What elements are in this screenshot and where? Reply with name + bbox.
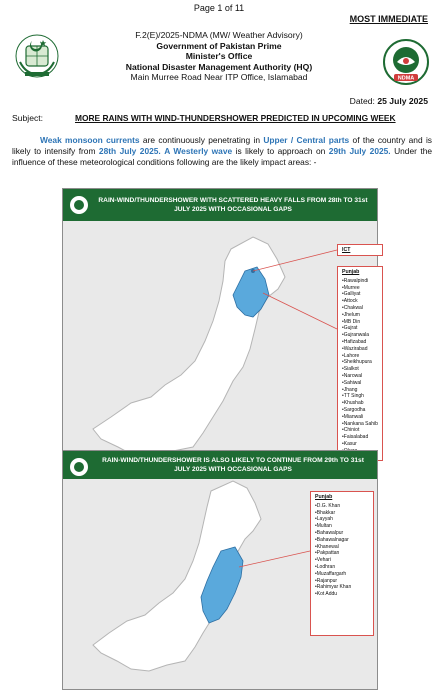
district-item: • Vehari bbox=[315, 557, 369, 564]
district-item: • Sialkot bbox=[342, 366, 378, 373]
district-item: • Muzaffargarh bbox=[315, 571, 369, 578]
pakistan-map-1 bbox=[63, 189, 379, 469]
district-item: • Rawalpindi bbox=[342, 278, 378, 285]
ndma-logo-text: NDMA bbox=[397, 75, 415, 82]
body-text: are continuously penetrating in bbox=[139, 135, 264, 145]
map2-banner bbox=[63, 451, 377, 479]
body-paragraph bbox=[12, 135, 432, 169]
map2-title: RAIN-WIND/THUNDERSHOWER IS ALSO LIKELY TO CONTINUE FROM 29th TO 31st JULY 2025 WITH OCCASIONAL GAPS bbox=[102, 457, 364, 473]
district-item: • MB Din bbox=[342, 319, 378, 326]
district-item: • Multan bbox=[315, 523, 369, 530]
punjab-callout-1 bbox=[337, 266, 383, 461]
district-item: • Sargodha bbox=[342, 407, 378, 414]
ndma-logo-icon bbox=[68, 194, 90, 216]
ndma-logo-icon bbox=[68, 456, 90, 478]
district-item: • Khanewal bbox=[315, 544, 369, 551]
district-list-2 bbox=[315, 503, 369, 598]
district-item: • Rahimyar Khan bbox=[315, 584, 369, 591]
govt-name: Government of Pakistan Prime bbox=[156, 40, 282, 51]
district-item: • Gujrat bbox=[342, 325, 378, 332]
district-item: • Bahawalnagar bbox=[315, 537, 369, 544]
body-highlight-region: Upper / Central parts bbox=[263, 135, 350, 145]
punjab-label-2: Punjab bbox=[315, 494, 333, 500]
district-item: • Murree bbox=[342, 285, 378, 292]
district-item: • Pakpattan bbox=[315, 550, 369, 557]
district-item: • Wazirabad bbox=[342, 346, 378, 353]
reference-number: F.2(E)/2025-NDMA (MW/ Weather Advisory) bbox=[135, 30, 303, 40]
body-highlight-monsoon: Weak monsoon currents bbox=[40, 135, 140, 145]
district-item: • Narowal bbox=[342, 373, 378, 380]
district-item: • Faisalabad bbox=[342, 434, 378, 441]
callout-line-punjab-2 bbox=[239, 551, 310, 567]
district-item: • Lodhran bbox=[315, 564, 369, 571]
district-item: • Mianwali bbox=[342, 414, 378, 421]
district-item: • Attock bbox=[342, 298, 378, 305]
authority-name: National Disaster Management Authority (HQ) bbox=[125, 61, 313, 72]
district-item: • Gujranwala bbox=[342, 332, 378, 339]
date-line bbox=[350, 96, 428, 106]
map-panel-1 bbox=[62, 188, 378, 468]
priority-label: MOST IMMEDIATE bbox=[349, 14, 428, 24]
map1-banner bbox=[63, 189, 377, 221]
district-list-1 bbox=[342, 278, 378, 455]
body-text: is likely to approach on bbox=[232, 146, 329, 157]
callout-line-punjab bbox=[263, 293, 337, 329]
punjab-callout-2 bbox=[310, 491, 374, 636]
subject-label: Subject: bbox=[12, 113, 44, 123]
punjab-label-1: Punjab bbox=[342, 269, 360, 275]
district-item: • Khushab bbox=[342, 400, 378, 407]
district-item: • Jhelum bbox=[342, 312, 378, 319]
office-name: Minister's Office bbox=[185, 51, 253, 62]
body-highlight-date2: 29th July 2025. bbox=[328, 146, 391, 157]
dated-value: 25 July 2025 bbox=[377, 96, 428, 106]
ict-callout bbox=[337, 244, 383, 256]
district-item: • Chakwal bbox=[342, 305, 378, 312]
district-item: • D.G. Khan bbox=[315, 503, 369, 510]
body-highlight-westerly: A Westerly wave bbox=[164, 146, 233, 157]
map-panel-2 bbox=[62, 450, 378, 690]
district-item: • Sheikhupura bbox=[342, 359, 378, 366]
page-number: Page 1 of 11 bbox=[193, 3, 245, 13]
body-text: Under the influence of these meteorological conditions following are the likely impact areas: - bbox=[12, 146, 433, 168]
district-item: • Chiniot bbox=[342, 427, 378, 434]
map1-title: RAIN-WIND/THUNDERSHOWER WITH SCATTERED HEAVY FALLS FROM 28th TO 31st JULY 2025 WITH OCCASIONAL GAPS bbox=[98, 197, 368, 213]
district-item: • Layyah bbox=[315, 516, 369, 523]
district-item: • Rajanpur bbox=[315, 578, 369, 585]
dated-label: Dated: bbox=[349, 96, 375, 106]
body-highlight-date1: 28th July 2025. bbox=[98, 146, 161, 157]
subject-text: MORE RAINS WITH WIND-THUNDERSHOWER PREDICTED IN UPCOMING WEEK bbox=[75, 113, 396, 123]
ict-label: ICT bbox=[342, 247, 351, 253]
district-item: • Lahore bbox=[342, 353, 378, 360]
district-item: • Galliyat bbox=[342, 291, 378, 298]
district-item: • Bahawalpur bbox=[315, 530, 369, 537]
body-text: of the country and is likely to intensify from bbox=[12, 135, 432, 157]
district-item: • Kot Addu bbox=[315, 591, 369, 598]
letterhead bbox=[0, 30, 438, 83]
district-item: • Bhakkar bbox=[315, 510, 369, 517]
district-item: • Hafizabad bbox=[342, 339, 378, 346]
district-item: • Jhang bbox=[342, 387, 378, 394]
district-item: • Kasur bbox=[342, 441, 378, 448]
district-item: • Nankana Sahib bbox=[342, 421, 378, 428]
district-item: • TT Singh bbox=[342, 393, 378, 400]
district-item: • Sahiwal bbox=[342, 380, 378, 387]
office-address: Main Murree Road Near ITP Office, Islamabad bbox=[130, 72, 308, 83]
